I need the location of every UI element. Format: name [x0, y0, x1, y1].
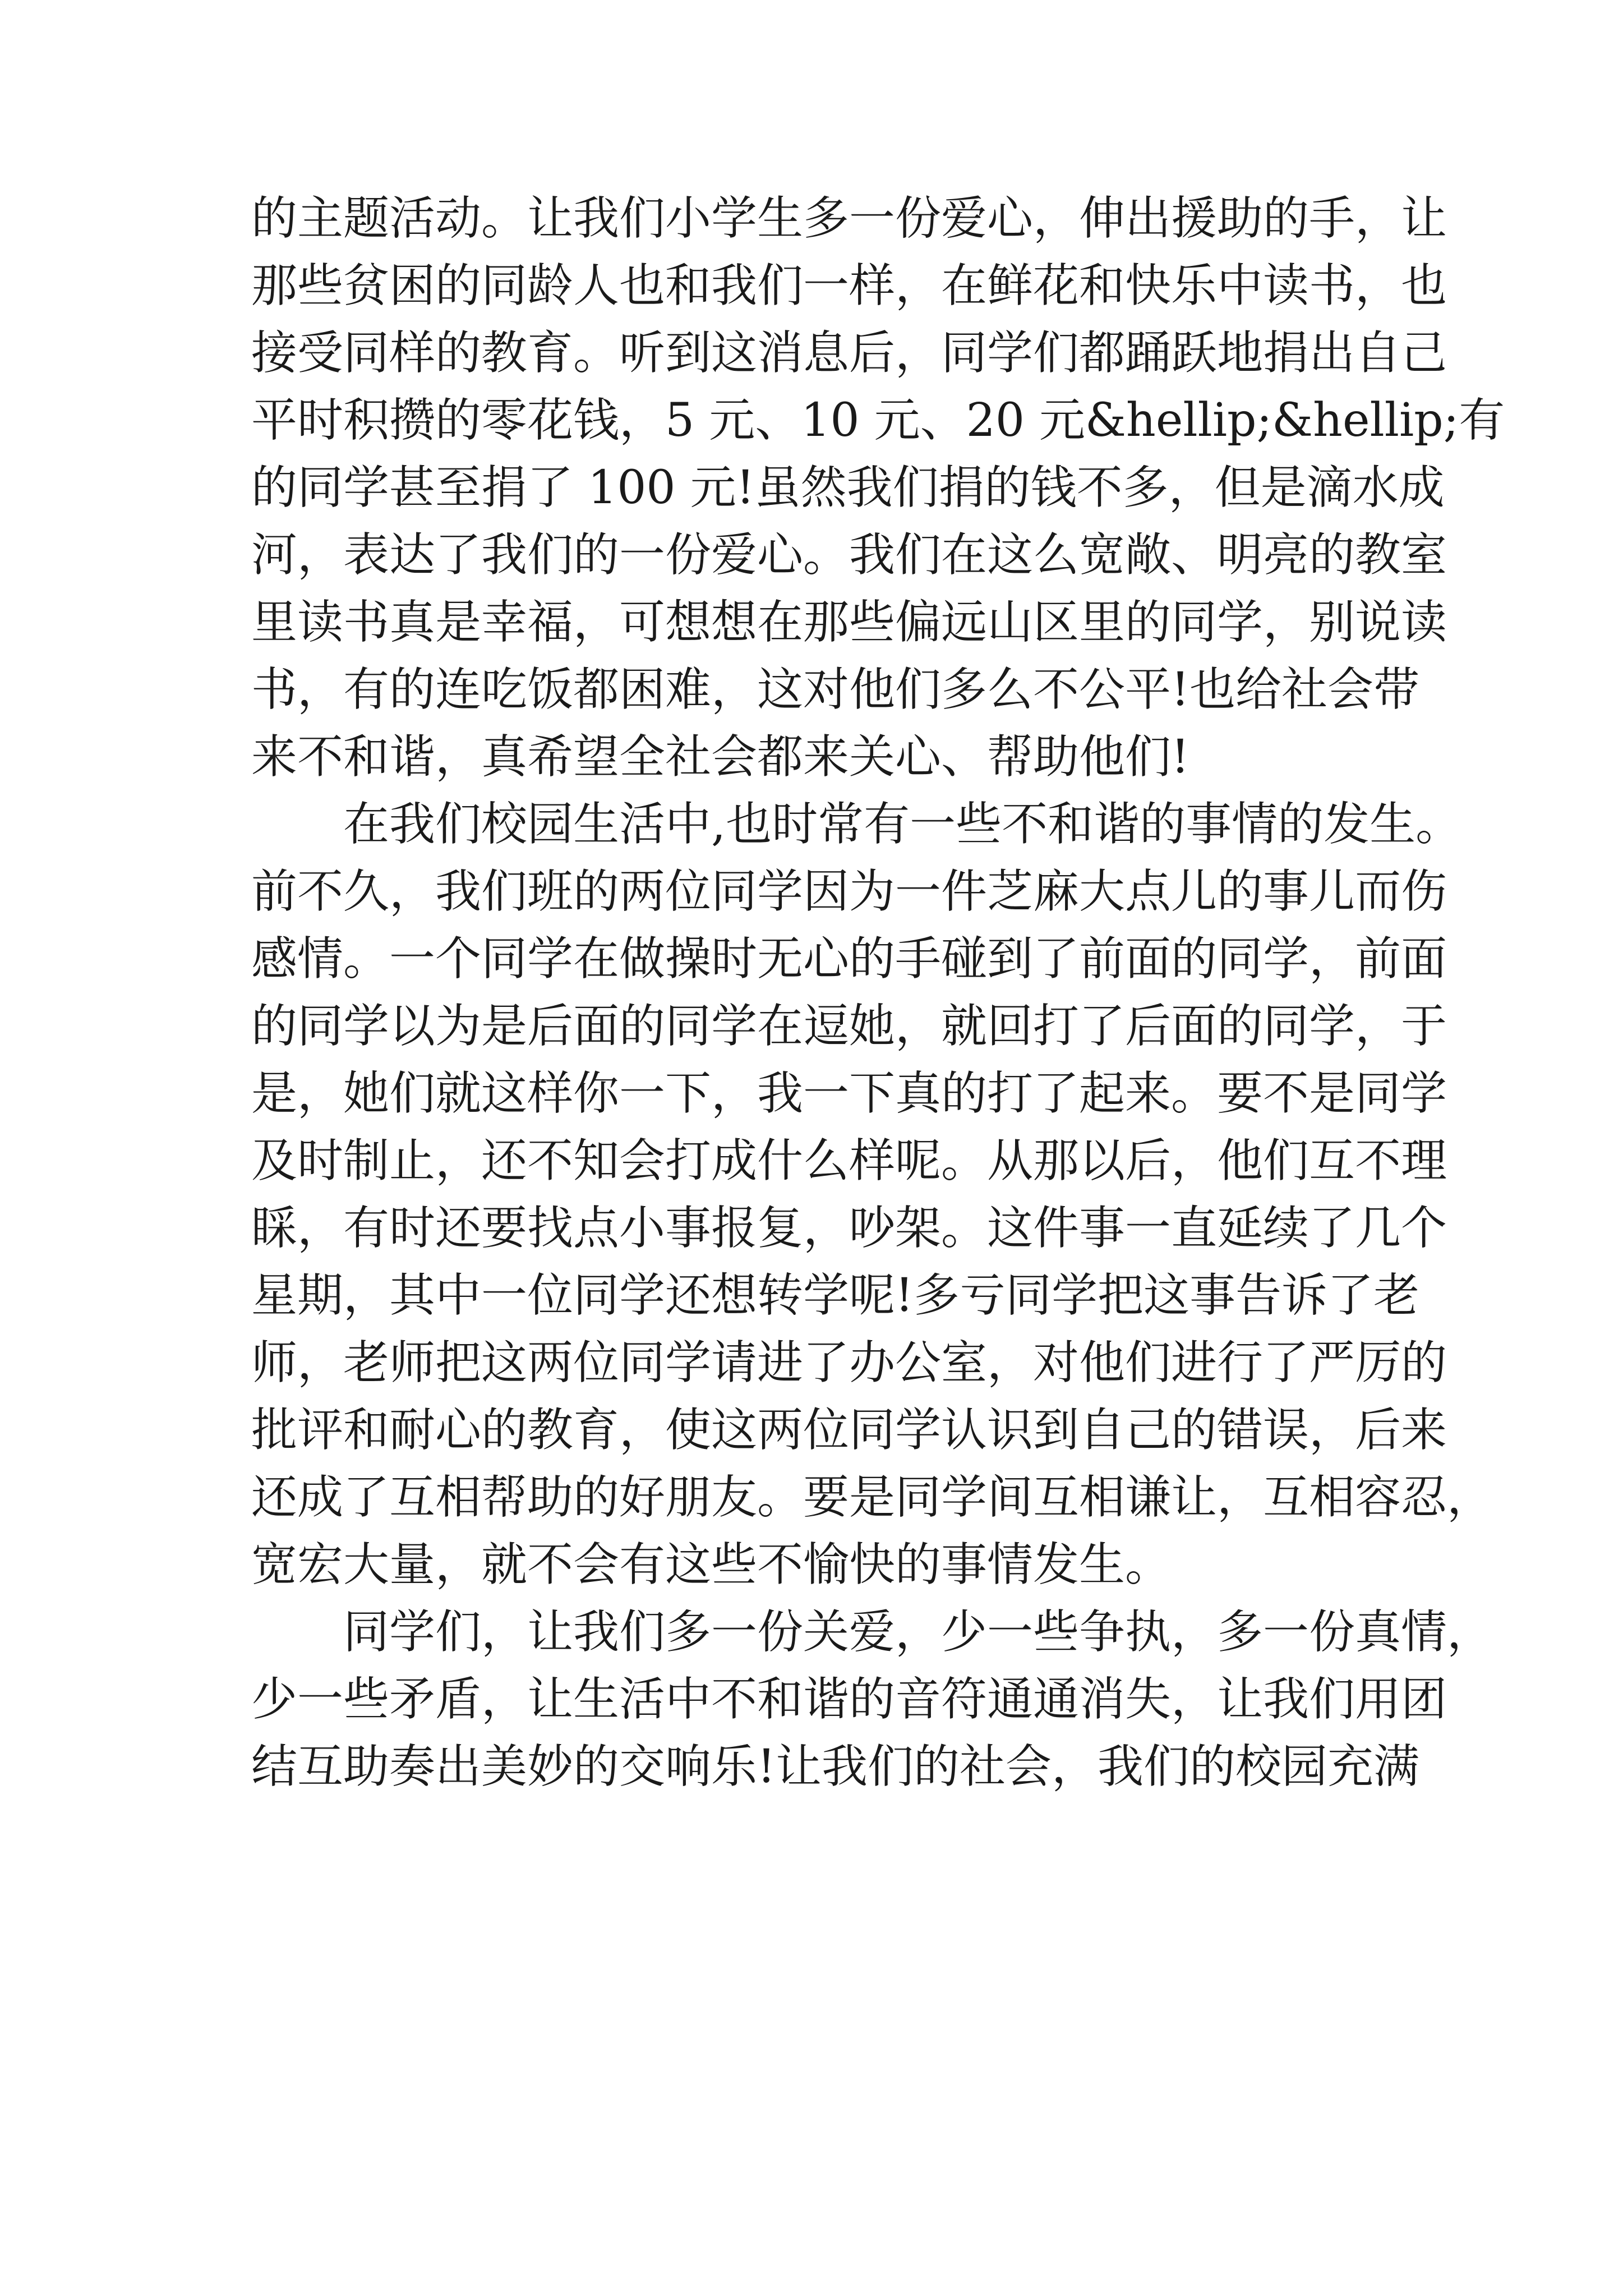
text-line: 少一些矛盾，让生活中不和谐的音符通通消失，让我们用团: [251, 1673, 1447, 1726]
text-line: 感情。一个同学在做操时无心的手碰到了前面的同学，前面: [251, 932, 1447, 986]
text-line: 来不和谐，真希望全社会都来关心、帮助他们!: [251, 730, 1189, 784]
text-line: 的同学以为是后面的同学在逗她，就回打了后面的同学，于: [251, 1000, 1447, 1053]
paragraph-first-line: 在我们校园生活中,也时常有一些不和谐的事情的发生。: [343, 798, 1462, 851]
text-line: 里读书真是幸福，可想想在那些偏远山区里的同学，别说读: [251, 596, 1447, 649]
text-line: 书，有的连吃饭都困难，这对他们多么不公平!也给社会带: [251, 663, 1419, 716]
text-line: 睬，有时还要找点小事报复，吵架。这件事一直延续了几个: [251, 1202, 1447, 1255]
text-line: 的同学甚至捐了 100 元!虽然我们捐的钱不多，但是滴水成: [251, 461, 1445, 514]
text-line: 河，表达了我们的一份爱心。我们在这么宽敞、明亮的教室: [251, 528, 1447, 582]
text-line: 师，老师把这两位同学请进了办公室，对他们进行了严厉的: [251, 1336, 1447, 1389]
text-line: 那些贫困的同龄人也和我们一样，在鲜花和快乐中读书，也: [251, 259, 1447, 312]
text-line: 宽宏大量，就不会有这些不愉快的事情发生。: [251, 1538, 1172, 1591]
text-line: 批评和耐心的教育，使这两位同学认识到自己的错误，后来: [251, 1404, 1447, 1457]
text-line: 是，她们就这样你一下，我一下真的打了起来。要不是同学: [251, 1067, 1447, 1120]
text-line: 平时积攒的零花钱，5 元、10 元、20 元&hellip;&hellip;有: [251, 394, 1505, 447]
text-line: 前不久，我们班的两位同学因为一件芝麻大点儿的事儿而伤: [251, 865, 1447, 918]
text-line: 的主题活动。让我们小学生多一份爱心，伸出援助的手，让: [251, 192, 1447, 245]
paragraph-first-line: 同学们，让我们多一份关爱，少一些争执，多一份真情，: [343, 1605, 1493, 1659]
text-line: 星期，其中一位同学还想转学呢!多亏同学把这事告诉了老: [251, 1269, 1419, 1322]
text-line: 接受同样的教育。听到这消息后，同学们都踊跃地捐出自己: [251, 326, 1447, 380]
text-line: 结互助奏出美妙的交响乐!让我们的社会，我们的校园充满: [251, 1740, 1419, 1793]
text-line: 还成了互相帮助的好朋友。要是同学间互相谦让，互相容忍，: [251, 1471, 1493, 1524]
body-text: [251, 185, 1505, 1801]
text-line: 及时制止，还不知会打成什么样呢。从那以后，他们互不理: [251, 1134, 1447, 1188]
